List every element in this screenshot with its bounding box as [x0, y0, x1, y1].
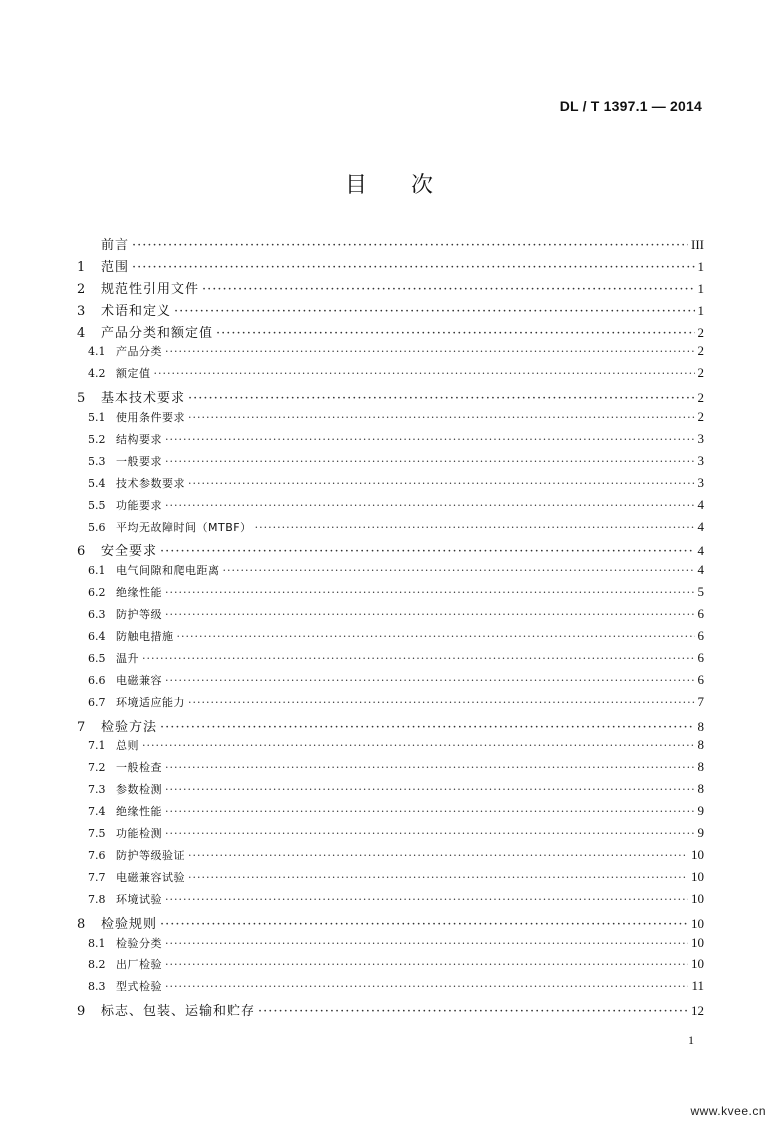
toc-dot-leader — [188, 871, 688, 884]
toc-dot-leader — [188, 849, 688, 862]
toc-entry-page: 10 — [691, 868, 704, 884]
toc-entry[interactable] — [75, 1000, 704, 1022]
toc-entry-page: 4 — [697, 518, 704, 534]
toc-entry-page: 8 — [697, 718, 704, 734]
toc-dot-leader — [188, 391, 694, 406]
toc-entry-title: 结构要求 — [116, 433, 162, 447]
toc-dot-leader — [202, 282, 694, 297]
toc-entry-page: III — [691, 237, 704, 252]
toc-entry-title: 安全要求 — [101, 544, 158, 560]
toc-entry-number: 6.5 — [88, 651, 106, 665]
toc-entry[interactable] — [75, 343, 704, 365]
toc-entry-number: 5 — [77, 391, 86, 407]
toc-dot-leader — [165, 958, 688, 971]
toc-entry-page: 7 — [697, 693, 704, 709]
toc-entry[interactable] — [75, 453, 704, 475]
watermark: www.kvee.cn — [690, 1104, 766, 1118]
toc-entry-number: 6.3 — [88, 608, 106, 622]
toc-entry-title: 术语和定义 — [101, 303, 172, 319]
toc-entry-number: 8.1 — [88, 936, 106, 950]
toc-entry-number: 2 — [77, 281, 86, 297]
toc-entry-title: 绝缘性能 — [116, 805, 162, 819]
toc-entry-number: 3 — [77, 303, 86, 319]
toc-entry-number: 7.5 — [88, 827, 106, 841]
toc-entry-page: 3 — [697, 431, 704, 447]
toc-entry-title: 标志、包装、运输和贮存 — [101, 1004, 256, 1020]
toc-entry-title: 电磁兼容试验 — [116, 870, 185, 884]
toc-dot-leader — [160, 720, 694, 735]
toc-entry[interactable] — [75, 781, 704, 803]
toc-entry-number: 5.5 — [88, 498, 106, 512]
toc-entry-number: 7.6 — [88, 848, 106, 862]
toc-entry[interactable] — [75, 234, 704, 256]
toc-entry-number: 4.2 — [88, 367, 106, 381]
toc-entry-page: 10 — [691, 934, 704, 950]
toc-entry-title: 范围 — [101, 259, 130, 275]
toc-entry-number: 4.1 — [88, 345, 106, 359]
toc-entry[interactable] — [75, 475, 704, 497]
toc-entry-page: 2 — [697, 343, 704, 359]
toc-dot-leader — [165, 345, 695, 358]
toc-entry-page: 11 — [691, 978, 704, 994]
toc-entry-number: 7.3 — [88, 783, 106, 797]
toc-dot-leader — [165, 893, 688, 906]
toc-dot-leader — [223, 564, 695, 577]
toc-entry[interactable] — [75, 628, 704, 650]
toc-entry-page: 8 — [697, 781, 704, 797]
toc-entry[interactable] — [75, 825, 704, 847]
toc-entry-title: 防护等级 — [116, 608, 162, 622]
toc-entry-page: 8 — [697, 737, 704, 753]
toc-entry-page: 9 — [697, 825, 704, 841]
toc-entry-title: 一般检查 — [116, 761, 162, 775]
toc-entry-number: 5.6 — [88, 520, 106, 534]
toc-entry-title: 环境试验 — [116, 892, 162, 906]
toc-dot-leader — [165, 980, 688, 993]
toc-entry[interactable] — [75, 716, 704, 738]
toc-entry-page: 6 — [697, 649, 704, 665]
toc-entry-number: 7.4 — [88, 805, 106, 819]
toc-entry[interactable] — [75, 540, 704, 562]
page-number: 1 — [688, 1033, 694, 1047]
toc-entry-page: 10 — [691, 846, 704, 862]
toc-entry-title: 温升 — [116, 651, 139, 665]
toc-entry-title: 检验分类 — [116, 936, 162, 950]
toc-dot-leader — [174, 304, 694, 319]
toc-entry-title: 功能要求 — [116, 498, 162, 512]
toc-dot-leader — [188, 411, 695, 424]
toc-entry-title: 电磁兼容 — [116, 673, 162, 687]
toc-entry-page: 4 — [697, 562, 704, 578]
toc-entry-title: 电气间隙和爬电距离 — [116, 564, 220, 578]
toc-entry[interactable] — [75, 409, 704, 431]
toc-entry-title: 一般要求 — [116, 454, 162, 468]
toc-dot-leader — [165, 499, 695, 512]
toc-entry-page: 12 — [691, 1003, 704, 1019]
toc-entry[interactable] — [75, 431, 704, 453]
toc-dot-leader — [165, 433, 695, 446]
toc-entry-number: 9 — [77, 1004, 86, 1020]
toc-dot-leader — [188, 696, 695, 709]
toc-entry-page: 3 — [697, 452, 704, 468]
toc-entry-number: 6.2 — [88, 586, 106, 600]
toc-entry-page: 5 — [697, 584, 704, 600]
toc-entry-number: 8 — [77, 916, 86, 932]
toc-entry[interactable] — [75, 803, 704, 825]
toc-entry-title: 使用条件要求 — [116, 411, 185, 425]
toc-entry-title: 产品分类 — [116, 345, 162, 359]
toc-dot-leader — [165, 674, 695, 687]
toc-dot-leader — [165, 937, 688, 950]
toc-entry-title: 功能检测 — [116, 827, 162, 841]
toc-entry-number: 7.7 — [88, 870, 106, 884]
toc-entry-title: 参数检测 — [116, 783, 162, 797]
toc-entry-page: 1 — [697, 280, 704, 296]
toc-entry[interactable] — [75, 387, 704, 409]
toc-entry-page: 8 — [697, 759, 704, 775]
toc-entry-page: 10 — [691, 890, 704, 906]
table-of-contents — [75, 234, 704, 1022]
toc-entry-title: 总则 — [116, 739, 139, 753]
toc-entry-title: 平均无故障时间（MTBF） — [116, 520, 252, 534]
toc-dot-leader — [165, 805, 695, 818]
toc-entry-title: 产品分类和额定值 — [101, 325, 214, 341]
toc-entry-number: 7 — [77, 719, 86, 735]
toc-entry-page: 10 — [691, 915, 704, 931]
toc-entry-page: 6 — [697, 628, 704, 644]
toc-entry[interactable] — [75, 759, 704, 781]
toc-dot-leader — [142, 652, 695, 665]
toc-dot-leader — [216, 326, 694, 341]
toc-entry[interactable] — [75, 672, 704, 694]
toc-entry[interactable] — [75, 606, 704, 628]
toc-entry-number: 7.2 — [88, 761, 106, 775]
toc-entry-title: 基本技术要求 — [101, 391, 186, 407]
toc-entry[interactable] — [75, 584, 704, 606]
toc-entry[interactable] — [75, 891, 704, 913]
toc-dot-leader — [165, 608, 695, 621]
toc-dot-leader — [154, 367, 695, 380]
toc-entry-number: 5.4 — [88, 476, 106, 490]
toc-dot-leader — [160, 544, 694, 559]
toc-dot-leader — [132, 260, 694, 275]
toc-entry[interactable] — [75, 913, 704, 935]
toc-entry[interactable] — [75, 978, 704, 1000]
toc-entry[interactable] — [75, 365, 704, 387]
standard-code: DL / T 1397.1 — 2014 — [559, 98, 702, 114]
toc-entry-title: 额定值 — [116, 367, 151, 381]
toc-entry-number: 6.6 — [88, 673, 106, 687]
toc-dot-leader — [160, 917, 688, 932]
toc-entry-title: 检验规则 — [101, 916, 158, 932]
toc-entry-title: 技术参数要求 — [116, 476, 185, 490]
toc-entry-number: 6.7 — [88, 695, 106, 709]
toc-dot-leader — [165, 783, 695, 796]
toc-entry-number: 5.2 — [88, 433, 106, 447]
toc-entry-page: 6 — [697, 606, 704, 622]
toc-entry-title: 防触电措施 — [116, 630, 174, 644]
toc-entry[interactable] — [75, 956, 704, 978]
toc-entry-page: 4 — [697, 543, 704, 559]
toc-entry-number: 5.1 — [88, 411, 106, 425]
toc-entry[interactable] — [75, 935, 704, 957]
toc-entry-title: 出厂检验 — [116, 958, 162, 972]
toc-entry-title: 规范性引用文件 — [101, 281, 200, 297]
toc-entry-number: 6.4 — [88, 630, 106, 644]
toc-entry-title: 防护等级验证 — [116, 848, 185, 862]
toc-dot-leader — [177, 630, 695, 643]
toc-entry-page: 2 — [697, 365, 704, 381]
toc-entry[interactable] — [75, 322, 704, 344]
toc-entry-page: 2 — [697, 409, 704, 425]
toc-entry-number: 4 — [77, 325, 86, 341]
toc-entry-number: 1 — [77, 259, 86, 275]
toc-dot-leader — [165, 761, 695, 774]
toc-entry-number: 6.1 — [88, 564, 106, 578]
toc-entry[interactable] — [75, 869, 704, 891]
toc-dot-leader — [165, 827, 695, 840]
toc-entry[interactable] — [75, 497, 704, 519]
toc-entry[interactable] — [75, 562, 704, 584]
toc-entry[interactable] — [75, 278, 704, 300]
toc-dot-leader — [188, 477, 695, 490]
toc-entry-title: 型式检验 — [116, 980, 162, 994]
toc-entry-page: 1 — [697, 302, 704, 318]
toc-entry-number: 7.8 — [88, 892, 106, 906]
toc-dot-leader — [258, 1004, 688, 1019]
toc-entry[interactable] — [75, 694, 704, 716]
toc-entry-title: 环境适应能力 — [116, 695, 185, 709]
toc-entry-page: 10 — [691, 956, 704, 972]
toc-entry[interactable] — [75, 519, 704, 541]
page-title: 目 次 — [344, 173, 433, 198]
toc-entry-page: 9 — [697, 803, 704, 819]
toc-entry-page: 3 — [697, 474, 704, 490]
toc-entry-page: 6 — [697, 671, 704, 687]
toc-dot-leader — [255, 521, 695, 534]
toc-entry-title: 检验方法 — [101, 719, 158, 735]
toc-entry-page: 4 — [697, 496, 704, 512]
toc-entry-number: 7.1 — [88, 739, 106, 753]
toc-entry[interactable] — [75, 300, 704, 322]
toc-entry[interactable] — [75, 256, 704, 278]
toc-dot-leader — [165, 586, 695, 599]
toc-entry-title: 绝缘性能 — [116, 586, 162, 600]
toc-entry-number: 8.2 — [88, 958, 106, 972]
toc-dot-leader — [132, 238, 688, 253]
toc-entry-page: 2 — [697, 324, 704, 340]
toc-entry-number: 8.3 — [88, 980, 106, 994]
toc-entry-page: 2 — [697, 390, 704, 406]
toc-entry[interactable] — [75, 847, 704, 869]
toc-dot-leader — [142, 739, 695, 752]
toc-dot-leader — [165, 455, 695, 468]
toc-entry-page: 1 — [697, 258, 704, 274]
toc-entry-title: 前言 — [101, 238, 130, 253]
toc-entry[interactable] — [75, 650, 704, 672]
toc-entry-number: 5.3 — [88, 454, 106, 468]
toc-entry-number: 6 — [77, 544, 86, 560]
toc-entry[interactable] — [75, 737, 704, 759]
